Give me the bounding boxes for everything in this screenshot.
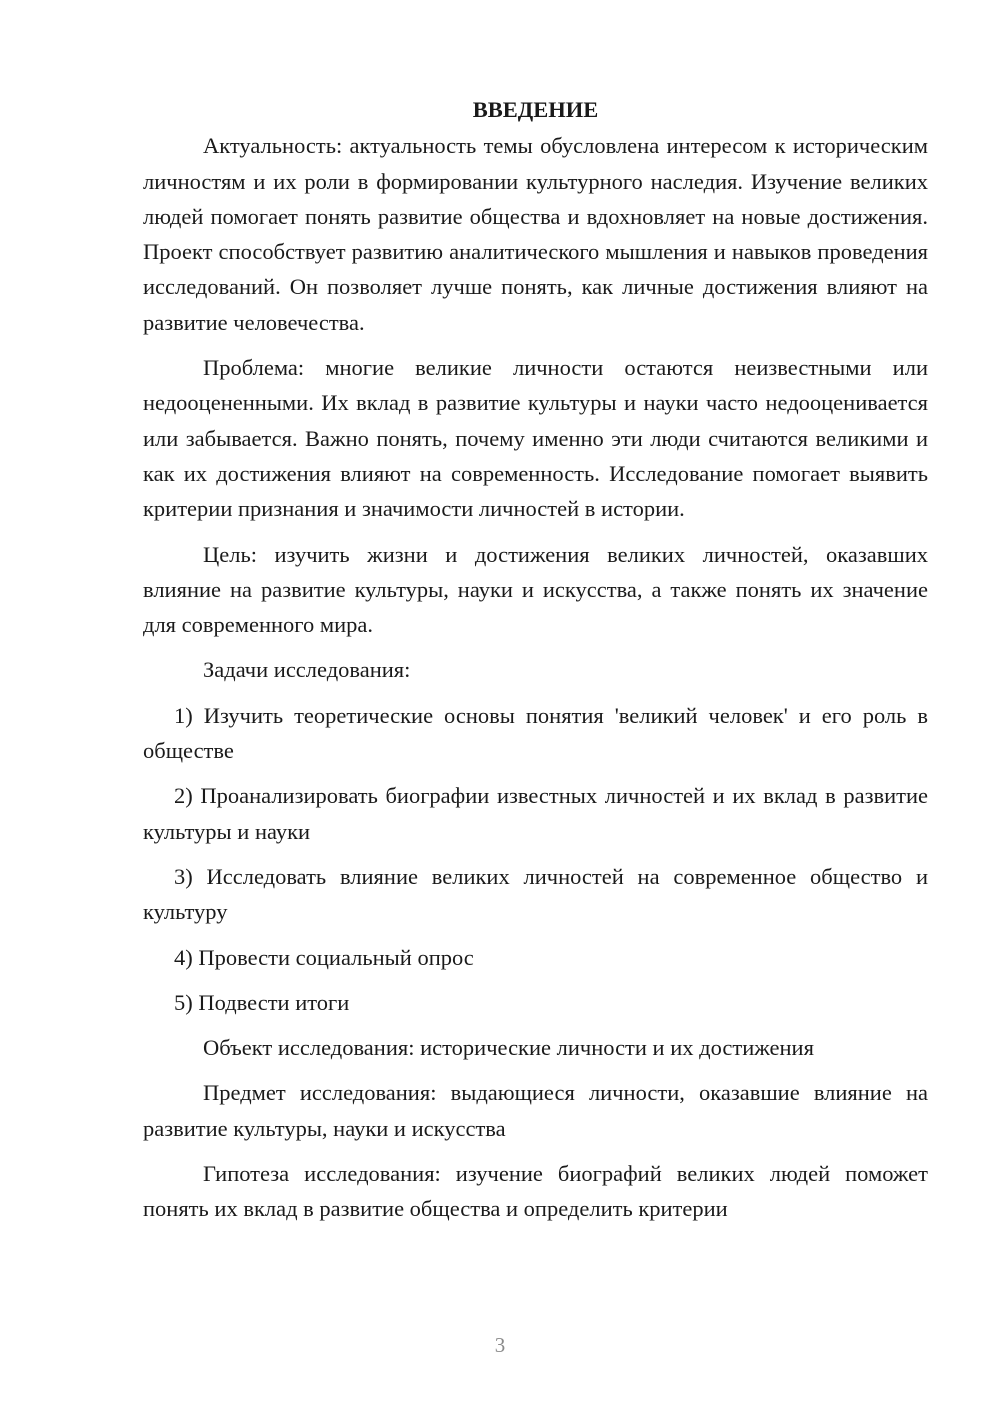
tasks-heading: Задачи исследования: xyxy=(203,657,411,683)
document-page xyxy=(143,92,928,1237)
paragraph-hypothesis: Гипотеза исследования: изучение биографий великих людей поможет понять их вклад в развитие общества и определить критерии xyxy=(143,1161,928,1222)
paragraph-goal: Цель: изучить жизни и достижения великих личностей, оказавших влияние на развитие культуры, науки и искусства, а также понять их значение для современного мира. xyxy=(143,541,928,638)
task-item-2: 2) Проанализировать биографии известных личностей и их вклад в развитие культуры и науки xyxy=(143,783,928,844)
section-title: ВВЕДЕНИЕ xyxy=(472,97,599,122)
paragraph-object: Объект исследования: исторические личности и их достижения xyxy=(203,1035,814,1061)
task-item-1: 1) Изучить теоретические основы понятия 'великий человек' и его роль в обществе xyxy=(143,702,928,764)
page-number: 3 xyxy=(494,1333,506,1357)
paragraph-problem: Проблема: многие великие личности остаются неизвестными или недооцененными. Их вклад в развитие культуры и науки часто недооценивается или забывается. Важно понять, почему именно эти люди считаются великими и как их достижения влияют на современность. Исследование помогает выявить критерии признания и значимости личностей в истории. xyxy=(143,355,928,522)
task-item-3: 3) Исследовать влияние великих личностей на современное общество и культуру xyxy=(143,863,928,925)
paragraph-subject: Предмет исследования: выдающиеся личности, оказавшие влияние на развитие культуры, науки и искусства xyxy=(143,1080,928,1141)
paragraph-relevance: Актуальность: актуальность темы обусловлена интересом к историческим личностям и их роли в формировании культурного наследия. Изучение великих людей помогает понять развитие общества и вдохновляет на новые достижения. Проект способствует развитию аналитического мышления и навыков проведения исследований. Он позволяет лучше понять, как личные достижения влияют на развитие человечества. xyxy=(143,133,928,335)
task-item-4: 4) Провести социальный опрос xyxy=(174,944,474,970)
task-item-5: 5) Подвести итоги xyxy=(174,989,350,1015)
